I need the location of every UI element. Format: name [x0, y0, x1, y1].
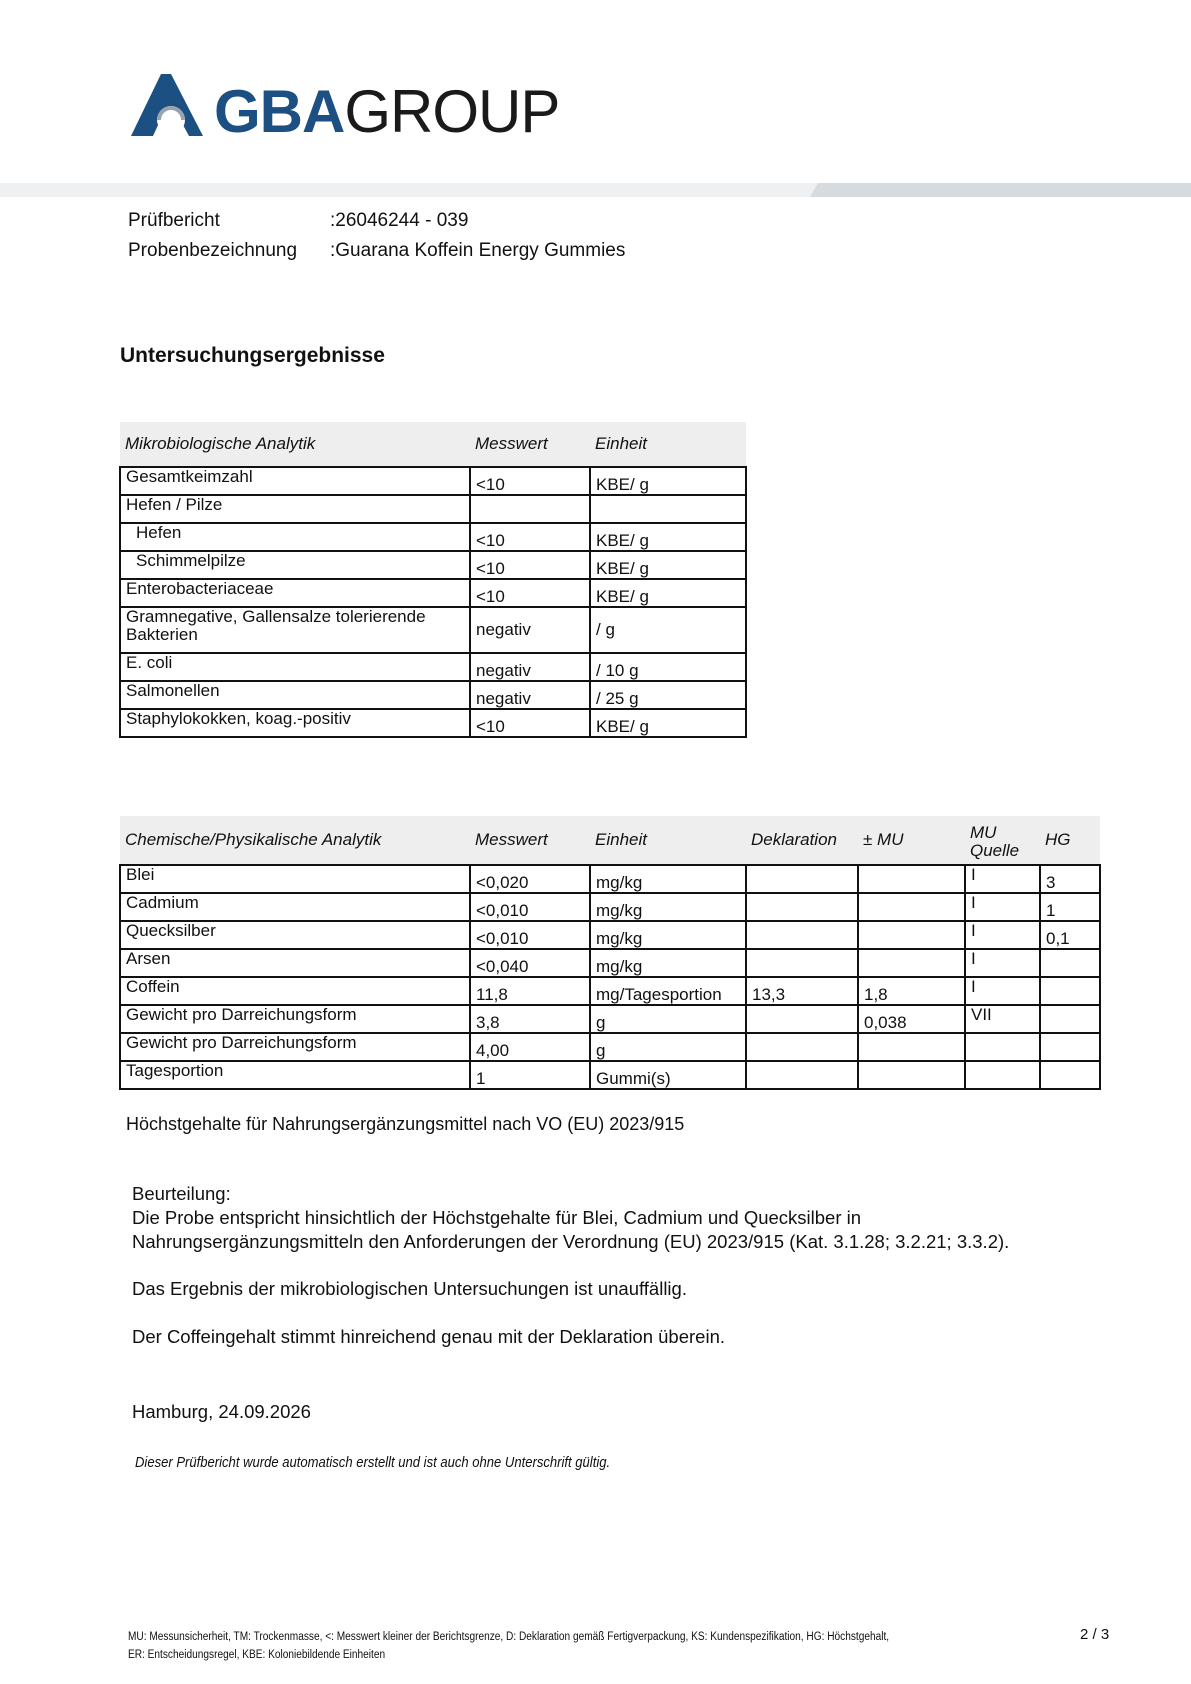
unit: mg/kg	[590, 865, 746, 893]
analyte-name: E. coli	[120, 653, 470, 681]
place-date: Hamburg, 24.09.2026	[132, 1401, 311, 1422]
analyte-name: Staphylokokken, koag.-positiv	[120, 709, 470, 737]
mu-source: I	[965, 921, 1040, 949]
column-header: Chemische/Physikalische Analytik	[120, 816, 470, 865]
unit: KBE/ g	[590, 523, 746, 551]
unit: / 25 g	[590, 681, 746, 709]
measured-value: <0,010	[470, 893, 590, 921]
assessment-line: Die Probe entspricht hinsichtlich der Höchstgehalte für Blei, Cadmium und Quecksilber in	[132, 1207, 862, 1228]
table-row	[120, 467, 746, 495]
footer-line: ER: Entscheidungsregel, KBE: Koloniebildende Einheiten	[128, 1649, 386, 1661]
chem-results-table	[119, 816, 1101, 1090]
micro-assessment: Das Ergebnis der mikrobiologischen Untersuchungen ist unauffällig.	[132, 1278, 687, 1299]
analyte-name: Gewicht pro Darreichungsform	[120, 1033, 470, 1061]
unit: g	[590, 1005, 746, 1033]
analyte-name: Quecksilber	[120, 921, 470, 949]
analyte-name: Coffein	[120, 977, 470, 1005]
mu-source: VII	[965, 1005, 1040, 1033]
declaration	[746, 921, 858, 949]
column-header: HG	[1040, 816, 1100, 865]
mu-source	[965, 1033, 1040, 1061]
sample-name: :Guarana Koffein Energy Gummies	[330, 240, 626, 261]
table-row	[120, 653, 746, 681]
table-row	[120, 551, 746, 579]
sample-label: Probenbezeichnung	[128, 240, 298, 261]
column-header: MU Quelle	[965, 816, 1040, 865]
column-header: Mikrobiologische Analytik	[120, 422, 470, 467]
mu-source: I	[965, 977, 1040, 1005]
measured-value: 11,8	[470, 977, 590, 1005]
analyte-name: Tagesportion	[120, 1061, 470, 1089]
assessment-line: Nahrungsergänzungsmitteln den Anforderungen der Verordnung (EU) 2023/915 (Kat. 3.1.28; 3.2.21; 3.3.2).	[132, 1231, 1010, 1252]
table-row	[120, 579, 746, 607]
analyte-name: Enterobacteriaceae	[120, 579, 470, 607]
declaration	[746, 1033, 858, 1061]
assessment-label: Beurteilung:	[132, 1183, 231, 1204]
measured-value: <10	[470, 551, 590, 579]
table-row	[120, 949, 1100, 977]
table-row	[120, 1033, 1100, 1061]
automatic-report-note: Dieser Prüfbericht wurde automatisch erstellt und ist auch ohne Unterschrift gültig.	[135, 1455, 611, 1471]
measured-value: <10	[470, 709, 590, 737]
measured-value: <0,020	[470, 865, 590, 893]
measured-value: 4,00	[470, 1033, 590, 1061]
unit	[590, 495, 746, 523]
section-title: Untersuchungsergebnisse	[120, 344, 385, 367]
assessment-text	[132, 1206, 1009, 1254]
table-row	[120, 893, 1100, 921]
table-row	[120, 921, 1100, 949]
mu-source: I	[965, 865, 1040, 893]
unit: KBE/ g	[590, 551, 746, 579]
mu-source	[965, 1061, 1040, 1089]
measured-value	[470, 495, 590, 523]
measurement-uncertainty	[858, 921, 965, 949]
max-level	[1040, 949, 1100, 977]
table-row	[120, 681, 746, 709]
unit: g	[590, 1033, 746, 1061]
unit: Gummi(s)	[590, 1061, 746, 1089]
measurement-uncertainty	[858, 1061, 965, 1089]
report-label: Prüfbericht	[128, 210, 220, 231]
column-header: Deklaration	[746, 816, 858, 865]
measured-value: 1	[470, 1061, 590, 1089]
unit: KBE/ g	[590, 579, 746, 607]
table-row	[120, 709, 746, 737]
brand-wordmark	[214, 78, 560, 145]
table-row	[120, 1005, 1100, 1033]
measurement-uncertainty	[858, 893, 965, 921]
table-row	[120, 607, 746, 653]
unit: mg/kg	[590, 949, 746, 977]
analyte-name: Gesamtkeimzahl	[120, 467, 470, 495]
measured-value: negativ	[470, 607, 590, 653]
analyte-name: Gewicht pro Darreichungsform	[120, 1005, 470, 1033]
header-band-accent	[810, 183, 1191, 197]
max-level: 0,1	[1040, 921, 1100, 949]
table-header-row	[120, 816, 1100, 865]
measurement-uncertainty: 0,038	[858, 1005, 965, 1033]
page-number: 2 / 3	[1080, 1626, 1110, 1643]
declaration	[746, 1061, 858, 1089]
mu-source: I	[965, 949, 1040, 977]
measured-value: <10	[470, 523, 590, 551]
unit: mg/Tagesportion	[590, 977, 746, 1005]
measured-value: <10	[470, 467, 590, 495]
measurement-uncertainty: 1,8	[858, 977, 965, 1005]
unit: / g	[590, 607, 746, 653]
gba-logo-mark	[131, 74, 203, 140]
max-level: 3	[1040, 865, 1100, 893]
measured-value: negativ	[470, 653, 590, 681]
measurement-uncertainty	[858, 865, 965, 893]
declaration	[746, 865, 858, 893]
measured-value: negativ	[470, 681, 590, 709]
max-level	[1040, 977, 1100, 1005]
measured-value: <0,040	[470, 949, 590, 977]
max-level	[1040, 1005, 1100, 1033]
analyte-name: Hefen / Pilze	[120, 495, 470, 523]
mu-source: I	[965, 893, 1040, 921]
table-row	[120, 1061, 1100, 1089]
unit: mg/kg	[590, 921, 746, 949]
analyte-name: Arsen	[120, 949, 470, 977]
column-header: Messwert	[470, 422, 590, 467]
table-row	[120, 495, 746, 523]
measured-value: 3,8	[470, 1005, 590, 1033]
max-level	[1040, 1061, 1100, 1089]
analyte-name: Schimmelpilze	[120, 551, 470, 579]
unit: / 10 g	[590, 653, 746, 681]
analyte-name: Hefen	[120, 523, 470, 551]
declaration	[746, 893, 858, 921]
analyte-name: Blei	[120, 865, 470, 893]
declaration	[746, 949, 858, 977]
micro-results-table	[119, 422, 747, 738]
brand-rest: GROUP	[344, 78, 560, 145]
measurement-uncertainty	[858, 949, 965, 977]
analyte-name: Gramnegative, Gallensalze tolerierende Bakterien	[120, 607, 470, 653]
declaration	[746, 1005, 858, 1033]
measured-value: <10	[470, 579, 590, 607]
footer-line: MU: Messunsicherheit, TM: Trockenmasse, <: Messwert kleiner der Berichtsgrenze, D: Deklaration gemäß Fertigverpackung, KS: Kundenspezifikation, HG: Höchstgehalt,	[128, 1631, 890, 1643]
unit: KBE/ g	[590, 467, 746, 495]
max-level	[1040, 1033, 1100, 1061]
max-level: 1	[1040, 893, 1100, 921]
brand-bold: GBA	[214, 78, 345, 145]
max-level-note: Höchstgehalte für Nahrungsergänzungsmittel nach VO (EU) 2023/915	[126, 1114, 685, 1134]
footer-legend	[128, 1628, 889, 1664]
coffein-assessment: Der Coffeingehalt stimmt hinreichend genau mit der Deklaration überein.	[132, 1326, 726, 1347]
unit: KBE/ g	[590, 709, 746, 737]
table-header-row	[120, 422, 746, 467]
table-row	[120, 977, 1100, 1005]
measurement-uncertainty	[858, 1033, 965, 1061]
analyte-name: Salmonellen	[120, 681, 470, 709]
table-row	[120, 865, 1100, 893]
measured-value: <0,010	[470, 921, 590, 949]
declaration: 13,3	[746, 977, 858, 1005]
column-header: ± MU	[858, 816, 965, 865]
table-row	[120, 523, 746, 551]
column-header: Einheit	[590, 816, 746, 865]
column-header: Messwert	[470, 816, 590, 865]
analyte-name: Cadmium	[120, 893, 470, 921]
unit: mg/kg	[590, 893, 746, 921]
column-header: Einheit	[590, 422, 746, 467]
report-number: :26046244 - 039	[330, 210, 469, 231]
